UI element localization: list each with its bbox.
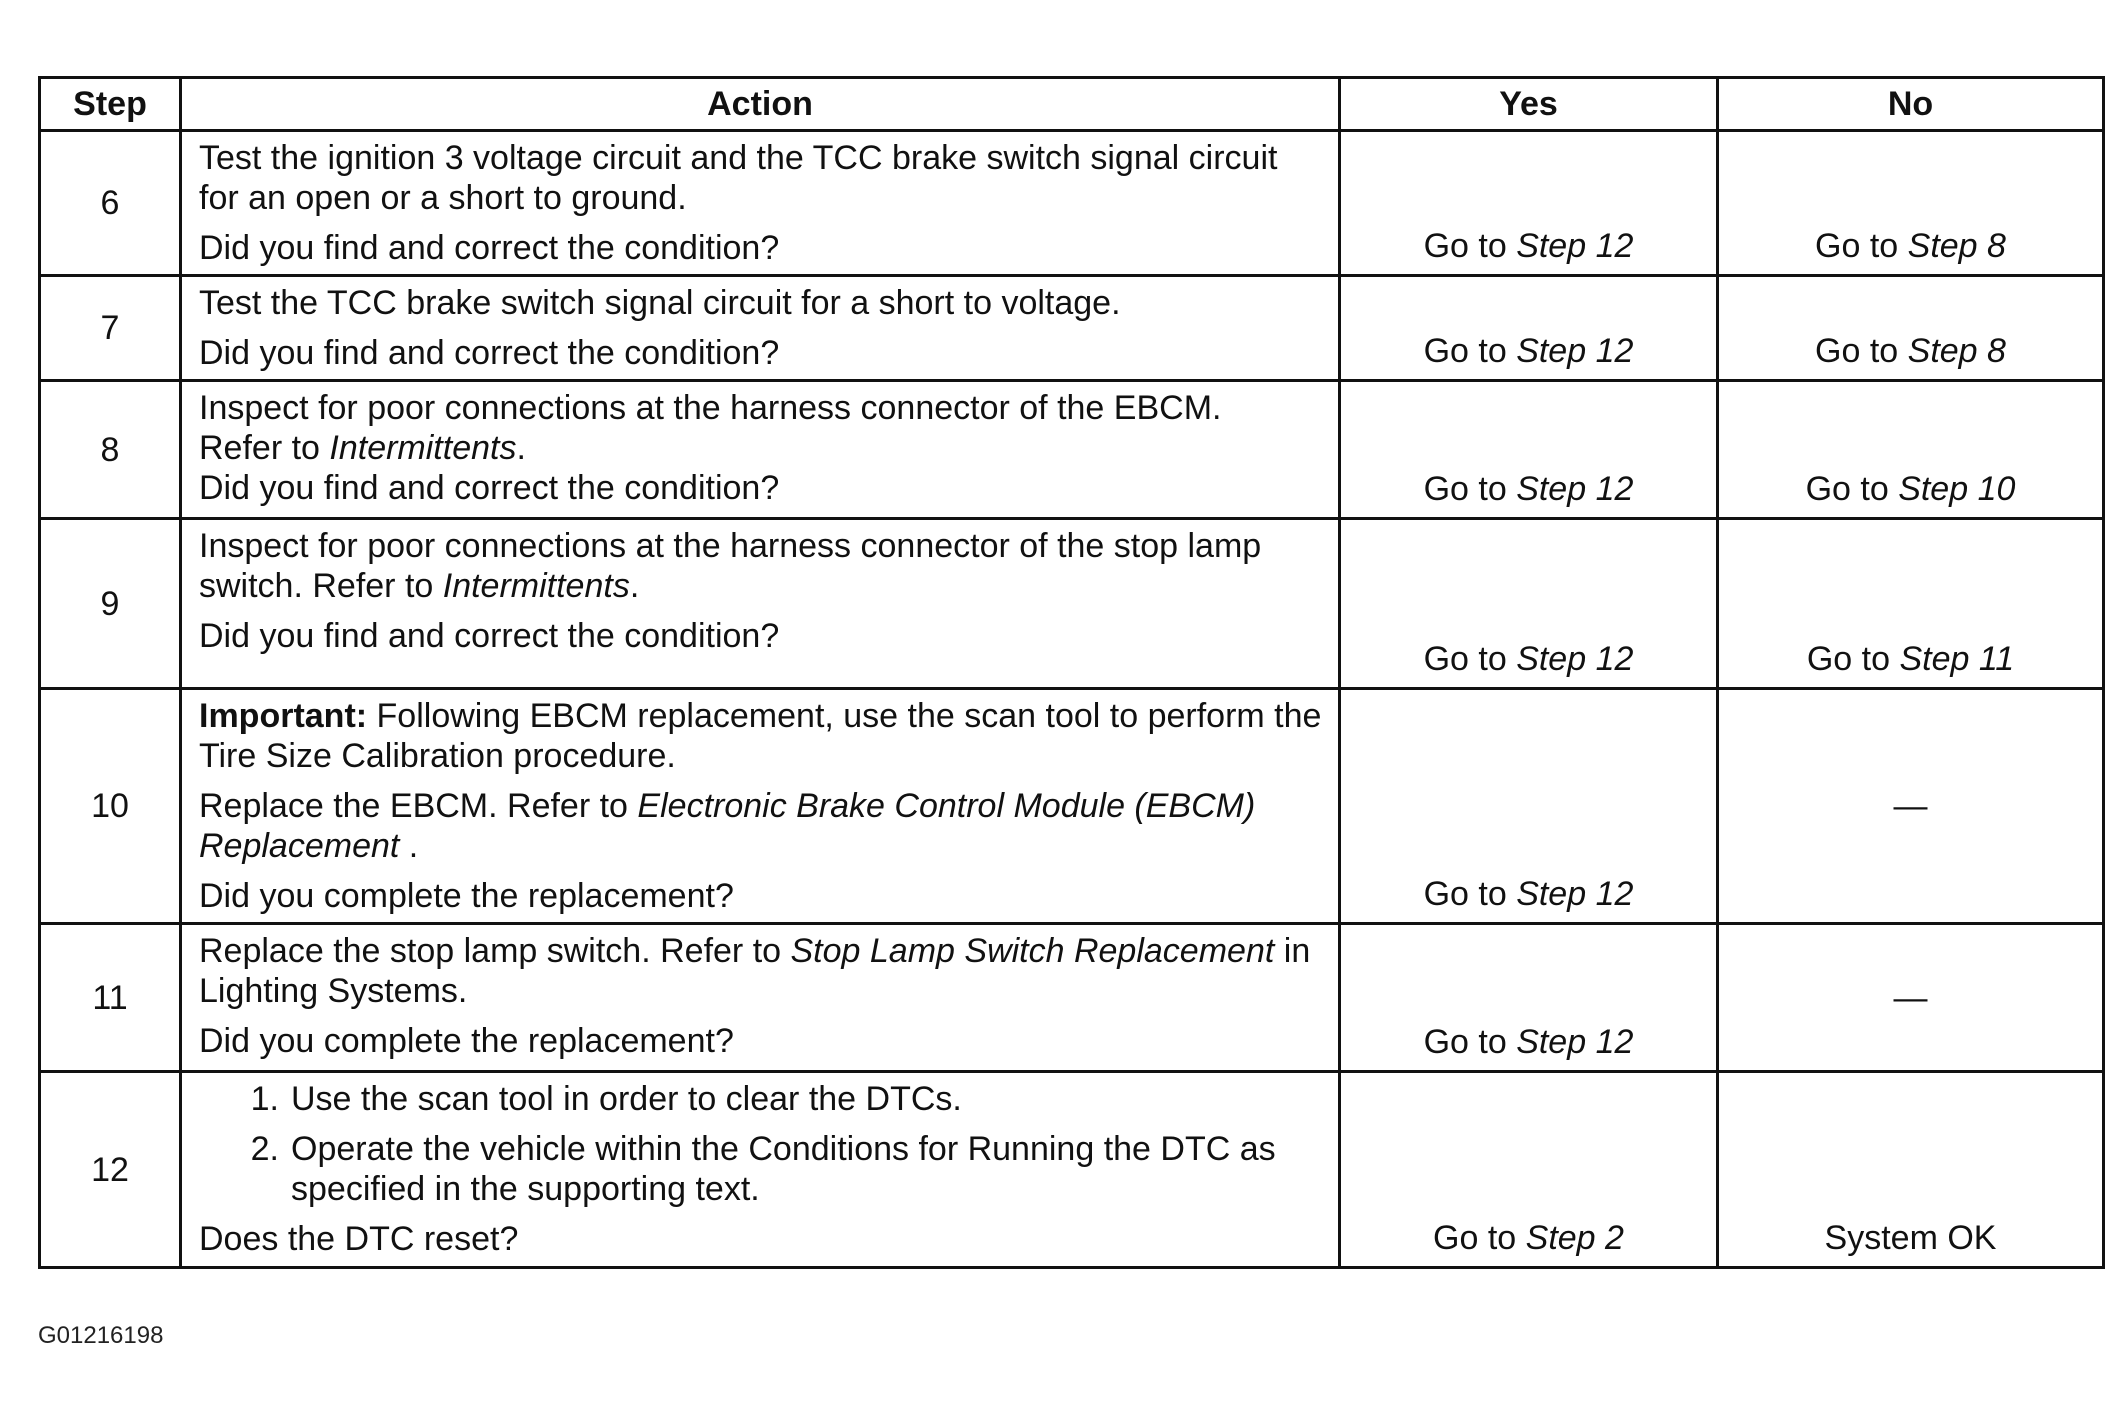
yes-step-link[interactable]: Step 12: [1516, 470, 1634, 508]
list-item: [199, 1129, 1326, 1209]
no-prefix: Go to: [1805, 470, 1899, 508]
refer-tail: .: [629, 567, 640, 605]
step-number: 7: [40, 276, 181, 381]
step-number: 8: [40, 381, 181, 519]
yes-prefix: Go to: [1423, 470, 1517, 508]
substep-text: Use the scan tool in order to clear the DTCs.: [291, 1080, 962, 1118]
action-text: [199, 931, 1326, 1011]
action-text: Test the TCC brake switch signal circuit for a short to voltage.: [199, 284, 1121, 322]
yes-prefix: Go to: [1423, 1023, 1517, 1061]
yes-step-link[interactable]: Step 12: [1516, 1023, 1634, 1061]
yes-prefix: Go to: [1423, 875, 1517, 913]
no-prefix: Go to: [1806, 640, 1900, 678]
refer-link[interactable]: Stop Lamp Switch Replacement: [790, 932, 1275, 970]
yes-step-link[interactable]: Step 12: [1516, 332, 1634, 370]
action-question: Did you find and correct the condition?: [199, 617, 780, 655]
action-question: Did you complete the replacement?: [199, 877, 734, 915]
diagnostic-table: [38, 76, 2105, 1269]
action-text-main: Inspect for poor connections at the harness connector of the stop lamp switch. Refer to: [199, 527, 1262, 605]
list-item: [199, 1079, 1326, 1119]
refer-link[interactable]: Intermittents: [329, 429, 517, 467]
substep-text: Operate the vehicle within the Conditions for Running the DTC as specified in the supporting text.: [291, 1130, 1276, 1208]
action-cell: [181, 924, 1340, 1072]
no-step-link[interactable]: Step 8: [1907, 332, 2006, 370]
no-step-link[interactable]: Step 10: [1898, 470, 2016, 508]
refer-tail: .: [399, 827, 419, 865]
table-row: [40, 689, 2104, 924]
header-action: Action: [181, 78, 1340, 131]
table-row: [40, 519, 2104, 689]
table-row: [40, 924, 2104, 1072]
substep-number: 2.: [250, 1130, 279, 1168]
no-cell: [1718, 381, 2104, 519]
action-cell: [181, 1072, 1340, 1268]
no-cell: [1718, 131, 2104, 276]
step-number: 9: [40, 519, 181, 689]
action-cell: [181, 381, 1340, 519]
step-number: 11: [40, 924, 181, 1072]
figure-code: G01216198: [38, 1322, 164, 1349]
no-step-link[interactable]: Step 11: [1899, 640, 2015, 678]
refer-tail: .: [516, 429, 526, 467]
no-step-link[interactable]: Step 8: [1907, 227, 2006, 265]
no-cell: —: [1718, 689, 2104, 924]
yes-prefix: Go to: [1423, 332, 1517, 370]
refer-link[interactable]: Intermittents: [442, 567, 630, 605]
no-prefix: Go to: [1815, 332, 1908, 370]
action-question: Did you find and correct the condition?: [199, 334, 780, 372]
action-text-main: Replace the stop lamp switch. Refer to: [199, 932, 791, 970]
no-cell: System OK: [1718, 1072, 2104, 1268]
important-label: Important:: [199, 697, 368, 735]
table-row: [40, 131, 2104, 276]
yes-cell: [1340, 689, 1718, 924]
step-number: 12: [40, 1072, 181, 1268]
yes-step-link[interactable]: Step 12: [1516, 227, 1634, 265]
action-question: Did you complete the replacement?: [199, 1022, 734, 1060]
action-question: Does the DTC reset?: [199, 1220, 519, 1258]
important-text: Following EBCM replacement, use the scan tool to perform the Tire Size Calibration procedure.: [199, 697, 1322, 775]
substep-list: [199, 1079, 1326, 1209]
refer-link[interactable]: Electronic Brake Control Module (EBCM) Replacement: [199, 787, 1256, 865]
yes-cell: [1340, 924, 1718, 1072]
refer-tail: in Lighting Systems.: [199, 932, 1311, 1010]
no-cell: —: [1718, 924, 2104, 1072]
table-row: [40, 1072, 2104, 1268]
no-cell: [1718, 276, 2104, 381]
yes-cell: [1340, 276, 1718, 381]
header-step: Step: [40, 78, 181, 131]
no-cell: [1718, 519, 2104, 689]
important-note: [199, 696, 1326, 776]
header-no: No: [1718, 78, 2104, 131]
action-cell: [181, 276, 1340, 381]
yes-cell: [1340, 131, 1718, 276]
action-text: Inspect for poor connections at the harness connector of the EBCM.: [199, 389, 1222, 427]
yes-cell: [1340, 381, 1718, 519]
diagnostic-table-container: [38, 76, 2102, 1269]
header-yes: Yes: [1340, 78, 1718, 131]
yes-step-link[interactable]: Step 12: [1516, 640, 1634, 678]
step-number: 6: [40, 131, 181, 276]
yes-prefix: Go to: [1423, 640, 1517, 678]
action-text: [199, 526, 1326, 606]
table-header-row: [40, 78, 2104, 131]
yes-step-link[interactable]: Step 2: [1525, 1219, 1624, 1257]
action-text-main: Replace the EBCM. Refer to: [199, 787, 638, 825]
table-row: [40, 276, 2104, 381]
step-number: 10: [40, 689, 181, 924]
yes-prefix: Go to: [1423, 227, 1517, 265]
refer-prefix: Refer to: [199, 429, 330, 467]
yes-cell: [1340, 1072, 1718, 1268]
action-cell: [181, 131, 1340, 276]
action-cell: [181, 519, 1340, 689]
no-prefix: Go to: [1815, 227, 1908, 265]
action-cell: [181, 689, 1340, 924]
action-text: [199, 786, 1326, 866]
substep-number: 1.: [250, 1080, 279, 1118]
action-question: Did you find and correct the condition?: [199, 229, 780, 267]
yes-cell: [1340, 519, 1718, 689]
action-refer: [199, 428, 1326, 468]
yes-step-link[interactable]: Step 12: [1516, 875, 1634, 913]
action-question: Did you find and correct the condition?: [199, 469, 780, 507]
table-row: [40, 381, 2104, 519]
action-text: Test the ignition 3 voltage circuit and the TCC brake switch signal circuit for an open or a short to ground.: [199, 139, 1278, 217]
yes-prefix: Go to: [1433, 1219, 1526, 1257]
